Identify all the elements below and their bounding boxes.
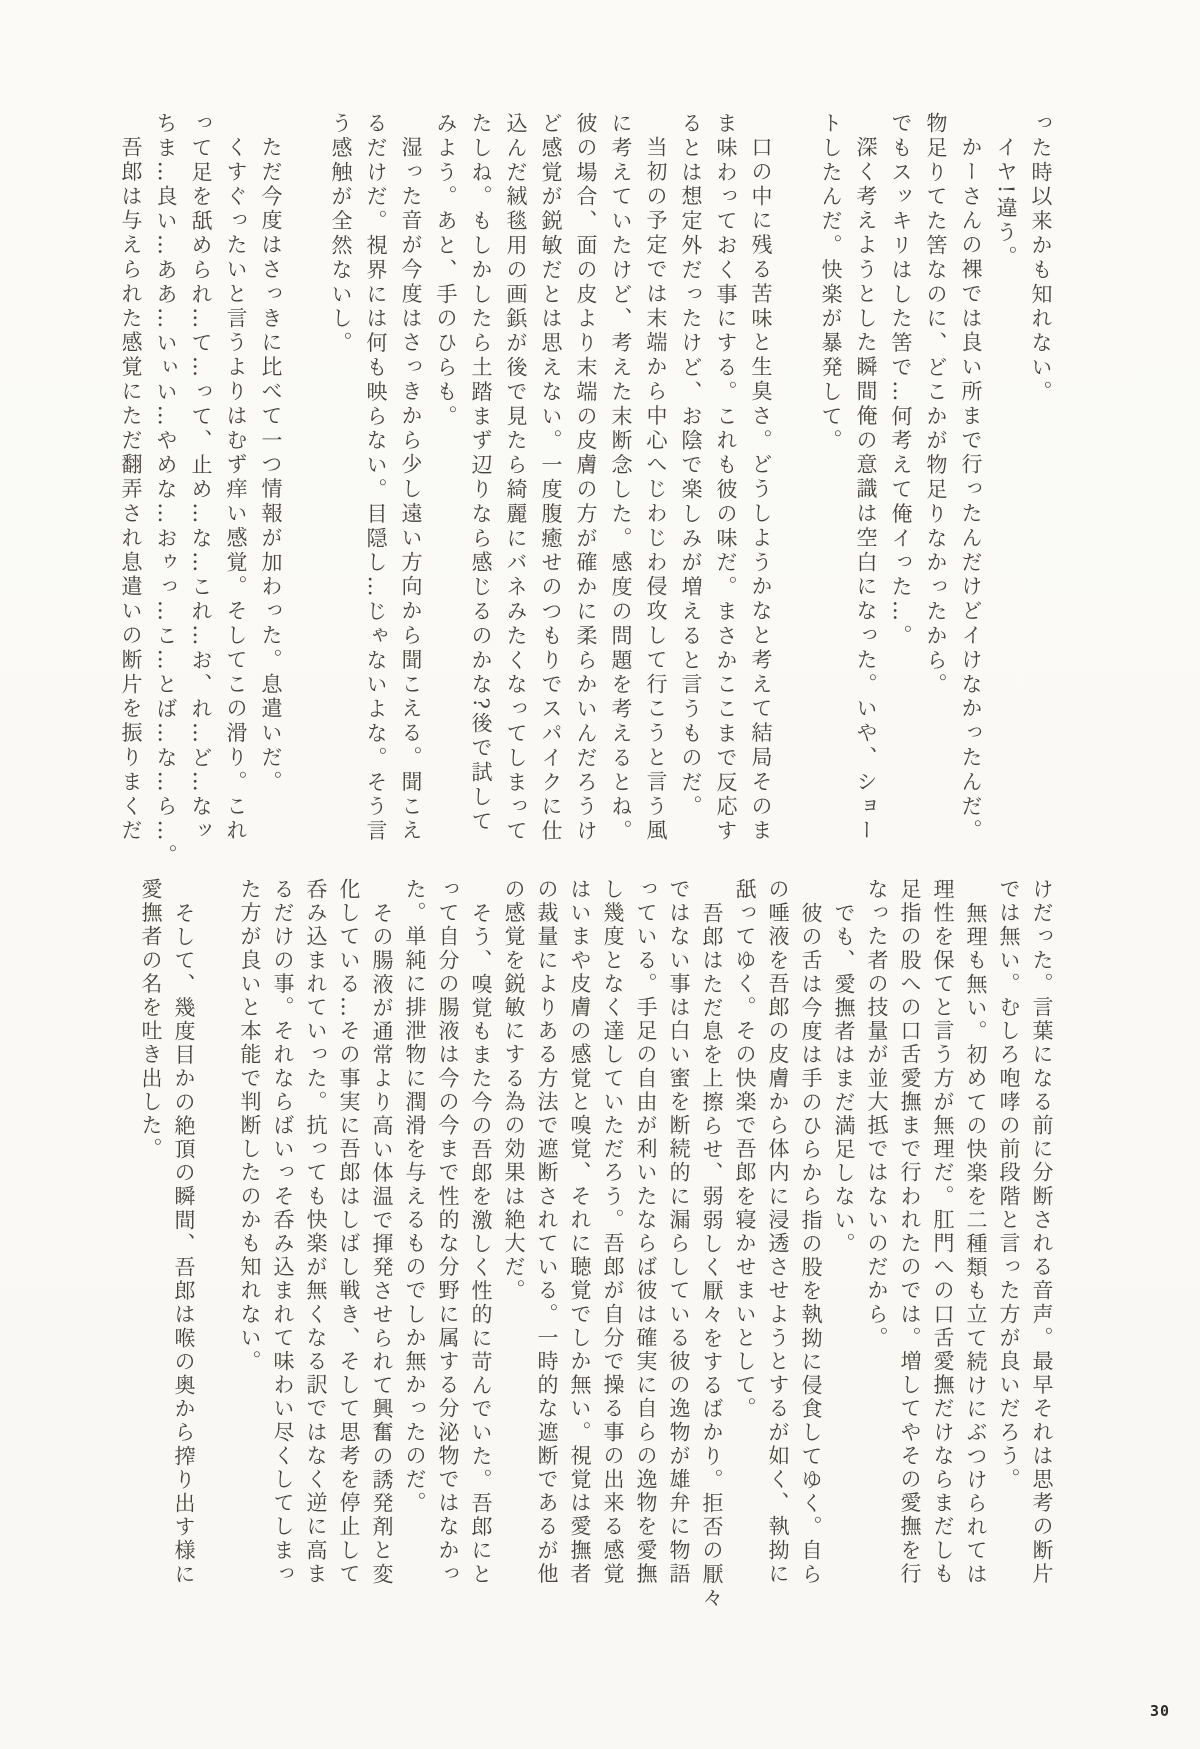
text-column: ど感覚が鋭敏だとは思えない。一度腹癒せのつもりでスパイクに仕 bbox=[539, 112, 563, 844]
text-column: の裁量によりある方法で遮断されている。一時的な遮断であるが他 bbox=[535, 878, 559, 1586]
text-column: るだけの事。それならばいっそ呑み込まれて味わい尽くしてしまっ bbox=[271, 878, 295, 1586]
text-column: っている。手足の自由が利いたならば彼は確実に自らの逸物を愛撫 bbox=[634, 878, 658, 1586]
column-gap bbox=[200, 878, 233, 1626]
text-column: に考えていたけど、考えた末断念した。感度の問題を考えるとね。 bbox=[609, 112, 633, 844]
text-column: 当初の予定では末端から中心へじわじわ侵攻して行こうと言う風 bbox=[644, 136, 668, 844]
text-column: はいまや皮膚の感覚と嗅覚、それに聴覚でしか無い。視覚は愛撫者 bbox=[568, 878, 592, 1586]
text-column: でも、愛撫者はまだ満足しない。 bbox=[832, 902, 856, 1256]
page-number: 30 bbox=[1150, 1702, 1171, 1720]
text-column: 彼の場合、面の皮より末端の皮膚の方が確かに柔らかいんだろうけ bbox=[574, 112, 598, 844]
text-column: 無理も無い。初めての快楽を二種類も立て続けにぶつけられては bbox=[964, 902, 988, 1587]
column-gap bbox=[288, 112, 323, 880]
text-column: 化している…その事実に吾郎はしばし戦き、そして思考を停止して bbox=[337, 878, 361, 1586]
text-column: し幾度となく達していただろう。吾郎が自分で操る事の出来る感覚 bbox=[601, 878, 625, 1586]
text-column: けだった。言葉になる前に分断される音声。最早それは思考の断片 bbox=[1030, 878, 1054, 1586]
text-column: るとは想定外だったけど、お陰で楽しみが増えると言うものだ。 bbox=[679, 112, 703, 820]
text-column: イヤ!違う。 bbox=[994, 136, 1018, 270]
text-column: なった者の技量が並大抵ではないのだから。 bbox=[865, 878, 889, 1350]
text-column: では無い。むしろ咆哮の前段階と言った方が良いだろう。 bbox=[997, 878, 1021, 1492]
text-column: って自分の腸液は今の今まで性的な分野に属する分泌物ではなかっ bbox=[436, 878, 460, 1586]
text-column: くすぐったいと言うよりはむず痒い感覚。そしてこの滑り。これ bbox=[224, 136, 248, 844]
text-column: 湿った音が今度はさっきから少し遠い方向から聞こえる。聞こえ bbox=[399, 136, 423, 844]
text-column: 彼の舌は今度は手のひらから指の股を執拗に侵食してゆく。自ら bbox=[799, 902, 823, 1587]
text-column: そして、幾度目かの絶頂の瞬間、吾郎は喉の奥から搾り出す様に bbox=[172, 902, 196, 1587]
text-column: たしね。もしかしたら土踏まず辺りなら感じるのかな?後で試して bbox=[469, 112, 493, 835]
novel-text-block-top bbox=[113, 112, 1058, 880]
text-column: 舐ってゆく。その快楽で吾郎を寝かせまいとして。 bbox=[733, 878, 757, 1421]
text-column: 口の中に残る苦味と生臭さ。どうしようかなと考えて結局そのま bbox=[749, 136, 773, 844]
column-gap bbox=[778, 112, 813, 880]
text-column: ただ今度はさっきに比べて一つ情報が加わった。息遣いだ。 bbox=[259, 136, 283, 795]
text-column: 理性を保てと言う方が無理だ。肛門への口舌愛撫だけならまだしも bbox=[931, 878, 955, 1586]
text-column: でもスッキリはした筈で…何考えて俺イった…。 bbox=[889, 112, 913, 649]
text-column: ではない事は白い蜜を断続的に漏らしている彼の逸物が雄弁に物語 bbox=[667, 878, 691, 1586]
text-column: 愛撫者の名を吐き出した。 bbox=[139, 878, 163, 1162]
text-column: の感覚を鋭敏にする為の効果は絶大だ。 bbox=[502, 878, 526, 1303]
text-column: った時以来かも知れない。 bbox=[1029, 112, 1053, 405]
text-column: 物足りてた筈なのに、どこかが物足りなかったから。 bbox=[924, 112, 948, 698]
text-column: そう、嗅覚もまた今の吾郎を激しく性的に苛んでいた。吾郎にと bbox=[469, 902, 493, 1587]
text-column: って足を舐められ…て…って、止め…な…これ…お、れ…ど…なッ bbox=[189, 112, 213, 844]
text-column: た方が良いと本能で判断したのかも知れない。 bbox=[238, 878, 262, 1374]
text-column: ちま…良い…ああ…いぃい…やめな…おゥっ…こ…とば…な…ら…。 bbox=[154, 112, 178, 869]
text-column: 呑み込まれていった。抗っても快楽が無くなる訳ではなく逆に高ま bbox=[304, 878, 328, 1586]
text-column: その腸液が通常より高い体温で揮発させられて興奮の誘発剤と変 bbox=[370, 902, 394, 1587]
text-column: う感触が全然ないし。 bbox=[329, 112, 353, 356]
text-column: 吾郎はただ息を上擦らせ、弱弱しく厭々をするばかり。拒否の厭々 bbox=[700, 902, 724, 1610]
text-column: みよう。あと、手のひらも。 bbox=[434, 112, 458, 430]
text-column: 込んだ絨毯用の画鋲が後で見たら綺麗にバネみたくなってしまって bbox=[504, 112, 528, 844]
text-column: の唾液を吾郎の皮膚から体内に浸透させようとするが如く、執拗に bbox=[766, 878, 790, 1586]
text-column: た。単純に排泄物に潤滑を与えるものでしか無かったのだ。 bbox=[403, 878, 427, 1516]
text-column: 深く考えようとした瞬間俺の意識は空白になった。いや、ショー bbox=[854, 136, 878, 844]
text-column: かーさんの裸では良い所まで行ったんだけどイけなかったんだ。 bbox=[959, 136, 983, 844]
text-column: 吾郎は与えられた感覚にただ翻弄され息遣いの断片を振りまくだ bbox=[119, 136, 143, 844]
novel-text-block-bottom bbox=[134, 878, 1058, 1626]
text-column: トしたんだ。快楽が暴発して。 bbox=[819, 112, 843, 454]
text-column: ま味わっておく事にする。これも彼の味だ。まさかここまで反応す bbox=[714, 112, 738, 844]
text-column: 足指の股への口舌愛撫まで行われたのでは。増してやその愛撫を行 bbox=[898, 878, 922, 1586]
text-column: るだけだ。視界には何も映らない。目隠し…じゃないよな。そう言 bbox=[364, 112, 388, 844]
